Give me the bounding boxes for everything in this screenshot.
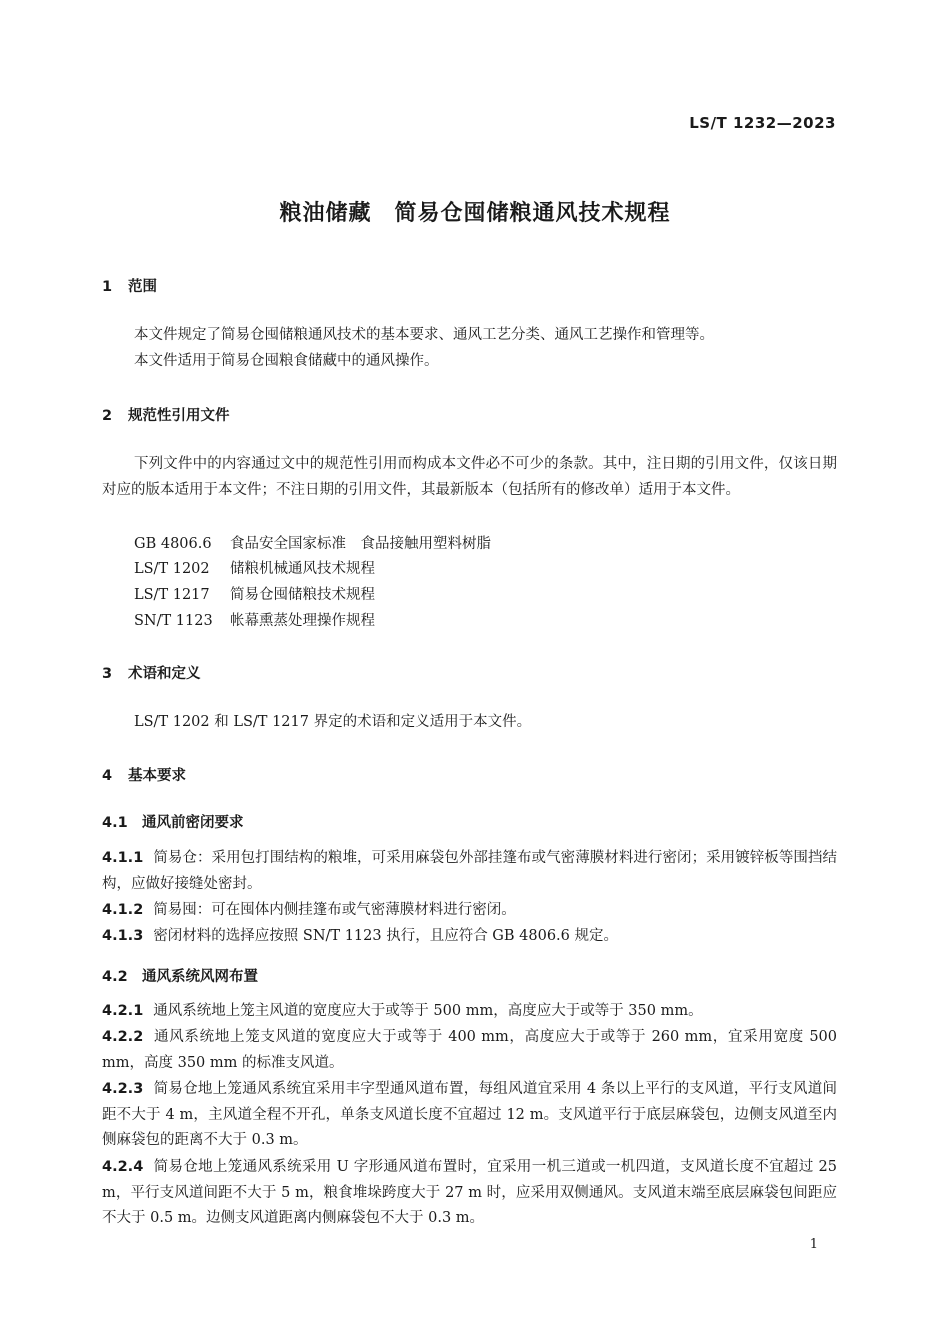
clause-number: 4.2.1 bbox=[102, 1003, 144, 1019]
subsection-4-1-heading bbox=[102, 811, 244, 832]
clause-text: 简易仓地上笼通风系统采用 U 字形通风道布置时，宜采用一机三道或一机四道，支风道长度不宜超过 25 m，平行支风道间距不大于 5 m，粮食堆垛跨度大于 27 m 时，应采用双侧通风。支风道末端至底层麻袋包间距应不大于 0.5 m。边侧支风道距离内侧麻袋包不大于 0.3 m。 bbox=[102, 1159, 837, 1226]
standard-code: LS/T 1232—2023 bbox=[689, 114, 836, 132]
section-1-heading bbox=[102, 275, 157, 296]
clause-4-1-2 bbox=[102, 898, 837, 924]
section-title: 基本要求 bbox=[128, 768, 186, 784]
clause-number: 4.1.1 bbox=[102, 850, 144, 866]
clause-4-2-4 bbox=[102, 1155, 837, 1232]
reference-item bbox=[134, 609, 375, 630]
reference-code: LS/T 1202 bbox=[134, 561, 210, 577]
clause-text: 密闭材料的选择应按照 SN/T 1123 执行，且应符合 GB 4806.6 规定。 bbox=[153, 928, 619, 944]
clause-4-1-3 bbox=[102, 924, 837, 950]
section-number: 4 bbox=[102, 768, 113, 784]
clause-4-2-2 bbox=[102, 1025, 837, 1076]
section-title: 规范性引用文件 bbox=[128, 408, 230, 424]
clause-number: 4.1.3 bbox=[102, 928, 144, 944]
clause-number: 4.1.2 bbox=[102, 902, 144, 918]
reference-title: 简易仓囤储粮技术规程 bbox=[230, 587, 375, 603]
subsection-title: 通风系统风网布置 bbox=[142, 969, 258, 985]
reference-code: LS/T 1217 bbox=[134, 587, 210, 603]
clause-number: 4.2.4 bbox=[102, 1159, 144, 1175]
clause-number: 4.2.3 bbox=[102, 1081, 144, 1097]
section-title: 术语和定义 bbox=[128, 666, 201, 682]
clause-text: 简易仓地上笼通风系统宜采用丰字型通风道布置，每组风道宜采用 4 条以上平行的支风道，平行支风道间距不大于 4 m，主风道全程不开孔，单条支风道长度不宜超过 12 m。支风道平行于底层麻袋包，边侧支风道至内侧麻袋包的距离不大于 0.3 m。 bbox=[102, 1081, 837, 1148]
section-2-paragraph-1: 下列文件中的内容通过文中的规范性引用而构成本文件必不可少的条款。其中，注日期的引用文件，仅该日期对应的版本适用于本文件；不注日期的引用文件，其最新版本（包括所有的修改单）适用于本文件。 bbox=[102, 456, 837, 498]
section-4-heading bbox=[102, 764, 186, 785]
reference-item bbox=[134, 583, 375, 604]
section-title: 范围 bbox=[128, 279, 157, 295]
subsection-4-2-heading bbox=[102, 965, 258, 986]
clause-text: 通风系统地上笼支风道的宽度应大于或等于 400 mm，高度应大于或等于 260 mm，宜采用宽度 500 mm，高度 350 mm 的标准支风道。 bbox=[102, 1029, 837, 1071]
clause-number: 4.2.2 bbox=[102, 1029, 144, 1045]
clause-4-2-3 bbox=[102, 1077, 837, 1154]
section-number: 2 bbox=[102, 408, 113, 424]
section-1-paragraph-1: 本文件规定了简易仓囤储粮通风技术的基本要求、通风工艺分类、通风工艺操作和管理等。 bbox=[134, 327, 714, 343]
reference-title: 帐幕熏蒸处理操作规程 bbox=[230, 613, 375, 629]
section-number: 1 bbox=[102, 279, 113, 295]
subsection-title: 通风前密闭要求 bbox=[142, 815, 244, 831]
page-number: 1 bbox=[809, 1237, 818, 1252]
section-3-heading bbox=[102, 662, 201, 683]
reference-title: 食品安全国家标准 食品接触用塑料树脂 bbox=[230, 536, 491, 552]
clause-4-1-1 bbox=[102, 846, 837, 897]
section-3-paragraph-1: LS/T 1202 和 LS/T 1217 界定的术语和定义适用于本文件。 bbox=[134, 714, 532, 730]
clause-text: 简易囤：可在囤体内侧挂篷布或气密薄膜材料进行密闭。 bbox=[153, 902, 516, 918]
subsection-number: 4.2 bbox=[102, 969, 128, 985]
reference-code: GB 4806.6 bbox=[134, 536, 212, 552]
clause-text: 通风系统地上笼主风道的宽度应大于或等于 500 mm，高度应大于或等于 350 mm。 bbox=[153, 1003, 703, 1019]
reference-title: 储粮机械通风技术规程 bbox=[230, 561, 375, 577]
section-1-paragraph-2: 本文件适用于简易仓囤粮食储藏中的通风操作。 bbox=[134, 353, 439, 369]
subsection-number: 4.1 bbox=[102, 815, 128, 831]
reference-item bbox=[134, 532, 491, 553]
section-2-heading bbox=[102, 404, 230, 425]
clause-4-2-1 bbox=[102, 999, 837, 1025]
clause-text: 简易仓：采用包打围结构的粮堆，可采用麻袋包外部挂篷布或气密薄膜材料进行密闭；采用镀锌板等围挡结构，应做好接缝处密封。 bbox=[102, 850, 837, 892]
section-number: 3 bbox=[102, 666, 113, 682]
document-title: 粮油储藏 简易仓囤储粮通风技术规程 bbox=[279, 201, 671, 226]
reference-item bbox=[134, 557, 375, 578]
reference-code: SN/T 1123 bbox=[134, 613, 213, 629]
